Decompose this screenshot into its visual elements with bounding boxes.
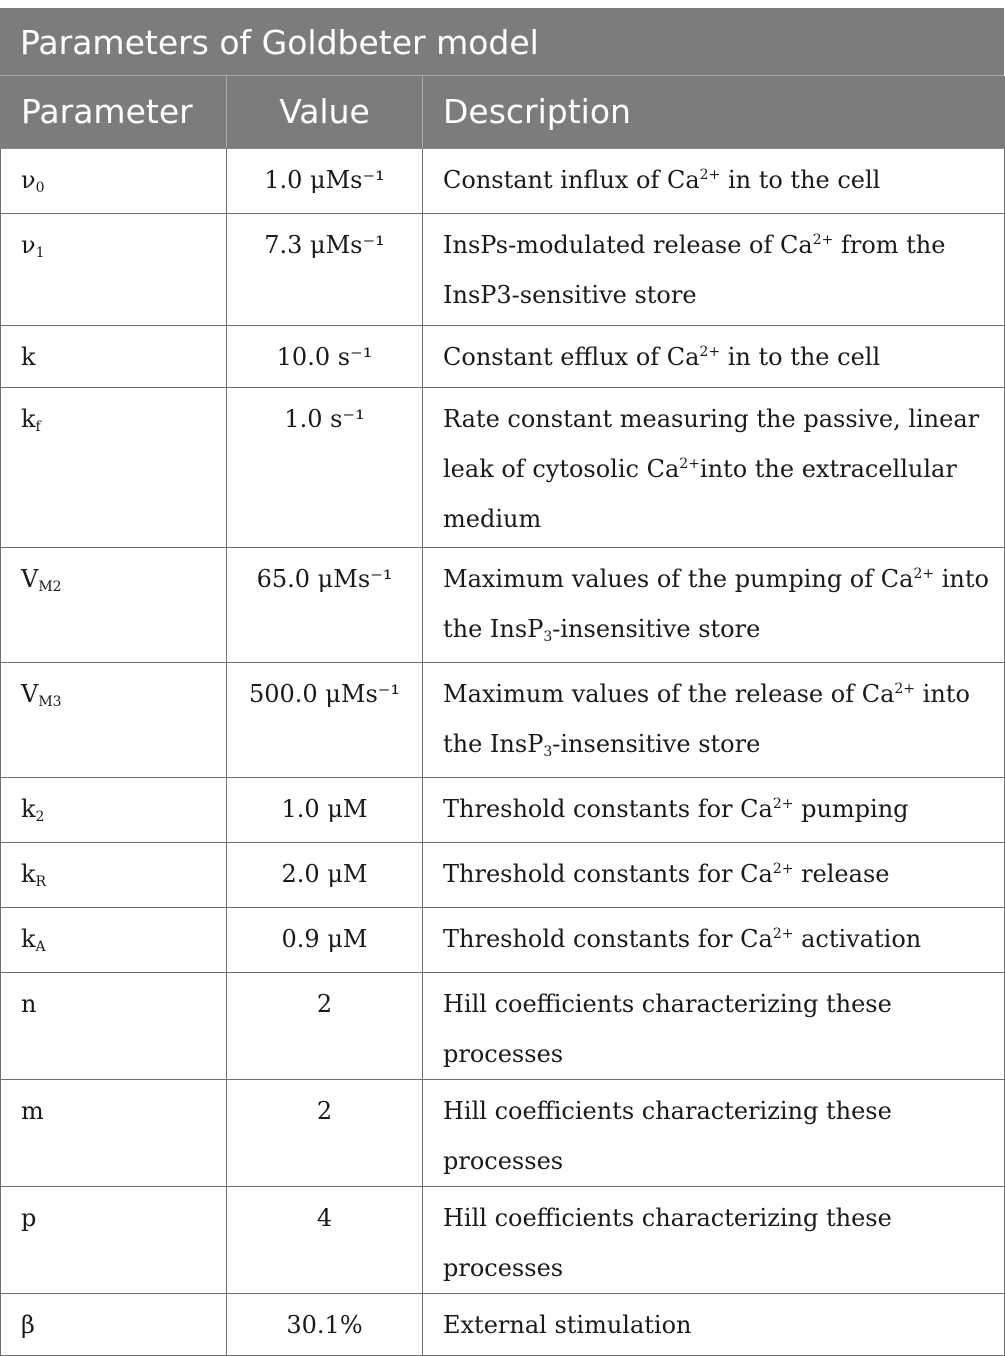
superscript: 2+ bbox=[772, 860, 794, 877]
parameter-symbol: k bbox=[21, 794, 36, 823]
value-cell: 4 bbox=[227, 1186, 423, 1293]
parameter-cell bbox=[1, 1186, 227, 1293]
description-line: leak of cytosolic $Ca^{2+}into$ the extracellular bbox=[443, 454, 957, 483]
description-line: Threshold constants for $Ca^{2+}$ pumping bbox=[443, 794, 909, 823]
table-row bbox=[1, 907, 1005, 972]
description-line: Hill coefficients characterizing these processes bbox=[443, 1096, 892, 1175]
parameter-subscript: 2 bbox=[35, 808, 45, 825]
description-cell bbox=[423, 547, 1005, 662]
table-row bbox=[1, 972, 1005, 1079]
parameter-symbol: k bbox=[21, 404, 36, 433]
value-cell: 30.1% bbox=[227, 1293, 423, 1355]
parameter-symbol: m bbox=[21, 1096, 44, 1125]
parameter-subscript: M2 bbox=[38, 578, 62, 595]
table-row bbox=[1, 213, 1005, 325]
parameter-cell bbox=[1, 1079, 227, 1186]
description-line: Constant influx of $Ca^{2+}$ in to the cell bbox=[443, 165, 881, 194]
table-row bbox=[1, 325, 1005, 387]
subscript: 3 bbox=[543, 743, 553, 760]
table-row bbox=[1, 662, 1005, 777]
description-line: Hill coefficients characterizing these processes bbox=[443, 989, 892, 1068]
value-cell: 1.0 μMs⁻¹ bbox=[227, 148, 423, 213]
table-row bbox=[1, 148, 1005, 213]
parameter-cell bbox=[1, 777, 227, 842]
description-cell bbox=[423, 213, 1005, 325]
description-cell bbox=[423, 662, 1005, 777]
value-cell: 2.0 μM bbox=[227, 842, 423, 907]
description-line: Hill coefficients characterizing these processes bbox=[443, 1203, 892, 1282]
parameter-symbol: ν bbox=[21, 165, 36, 194]
parameter-cell bbox=[1, 842, 227, 907]
superscript: 2+ bbox=[772, 795, 794, 812]
value-cell: 500.0 μMs⁻¹ bbox=[227, 662, 423, 777]
parameter-symbol: n bbox=[21, 989, 37, 1018]
value-cell: 1.0 s⁻¹ bbox=[227, 387, 423, 547]
value-cell: 10.0 s⁻¹ bbox=[227, 325, 423, 387]
parameters-table-container bbox=[0, 8, 1004, 1356]
value-cell: 2 bbox=[227, 1079, 423, 1186]
description-cell bbox=[423, 1186, 1005, 1293]
parameter-subscript: 0 bbox=[35, 179, 45, 196]
parameter-subscript: f bbox=[35, 418, 41, 435]
superscript: 2+ bbox=[699, 343, 721, 360]
parameter-symbol: k bbox=[21, 342, 36, 371]
table-row bbox=[1, 547, 1005, 662]
description-cell bbox=[423, 777, 1005, 842]
parameter-subscript: A bbox=[35, 938, 46, 955]
parameter-subscript: M3 bbox=[38, 693, 62, 710]
parameter-cell bbox=[1, 148, 227, 213]
description-line: Rate constant measuring the passive, linear bbox=[443, 404, 980, 433]
parameter-subscript: R bbox=[35, 873, 47, 890]
description-line: the InsP$_3$-insensitive store bbox=[443, 729, 761, 760]
parameter-cell bbox=[1, 662, 227, 777]
table-row bbox=[1, 1186, 1005, 1293]
description-cell bbox=[423, 842, 1005, 907]
parameter-cell bbox=[1, 547, 227, 662]
value-cell: 7.3 μMs⁻¹ bbox=[227, 213, 423, 325]
parameter-symbol: p bbox=[21, 1203, 37, 1232]
parameter-symbol: V bbox=[21, 679, 39, 708]
superscript: 2+ bbox=[894, 680, 916, 697]
parameter-cell bbox=[1, 325, 227, 387]
value-cell: 2 bbox=[227, 972, 423, 1079]
table-title: Parameters of Goldbeter model bbox=[0, 8, 1004, 76]
table-row bbox=[1, 1079, 1005, 1186]
header-row bbox=[1, 76, 1005, 148]
parameter-symbol: ν bbox=[21, 230, 36, 259]
table-row bbox=[1, 777, 1005, 842]
description-line: Maximum values of the release of $Ca^{2+}$ into bbox=[443, 679, 970, 708]
superscript: 2+ bbox=[913, 565, 935, 582]
header-description: Description bbox=[423, 76, 1005, 148]
parameter-cell bbox=[1, 972, 227, 1079]
description-line: medium bbox=[443, 504, 542, 533]
value-cell: 1.0 μM bbox=[227, 777, 423, 842]
description-cell bbox=[423, 1293, 1005, 1355]
description-line: InsPs-modulated release of $Ca^{2+}$ from the bbox=[443, 230, 946, 259]
superscript: 2+ bbox=[699, 166, 721, 183]
value-cell: 65.0 μMs⁻¹ bbox=[227, 547, 423, 662]
description-cell bbox=[423, 972, 1005, 1079]
description-cell bbox=[423, 325, 1005, 387]
parameter-symbol: k bbox=[21, 859, 36, 888]
parameter-symbol: k bbox=[21, 924, 36, 953]
description-line: Threshold constants for $Ca^{2+}$ activation bbox=[443, 924, 922, 953]
parameter-symbol: β bbox=[21, 1310, 35, 1339]
description-cell bbox=[423, 1079, 1005, 1186]
subscript: 3 bbox=[543, 628, 553, 645]
header-parameter: Parameter bbox=[1, 76, 227, 148]
description-line: Constant efflux of $Ca^{2+}$ in to the cell bbox=[443, 342, 881, 371]
description-line: the InsP$_3$-insensitive store bbox=[443, 614, 761, 645]
table-row bbox=[1, 842, 1005, 907]
description-line: InsP3-sensitive store bbox=[443, 280, 697, 309]
parameter-symbol: V bbox=[21, 564, 39, 593]
table-row bbox=[1, 1293, 1005, 1355]
superscript: 2+ bbox=[812, 231, 834, 248]
header-value: Value bbox=[227, 76, 423, 148]
parameter-subscript: 1 bbox=[35, 244, 45, 261]
description-cell bbox=[423, 907, 1005, 972]
value-cell: 0.9 μM bbox=[227, 907, 423, 972]
parameter-cell bbox=[1, 907, 227, 972]
parameter-cell bbox=[1, 213, 227, 325]
superscript: 2+ bbox=[679, 455, 700, 472]
description-line: Threshold constants for $Ca^{2+}$ release bbox=[443, 859, 890, 888]
parameter-cell bbox=[1, 1293, 227, 1355]
description-line: Maximum values of the pumping of $Ca^{2+}$ into bbox=[443, 564, 989, 593]
superscript: 2+ bbox=[772, 925, 794, 942]
description-line: External stimulation bbox=[443, 1310, 692, 1339]
parameter-cell bbox=[1, 387, 227, 547]
description-cell bbox=[423, 148, 1005, 213]
table-row bbox=[1, 387, 1005, 547]
description-cell bbox=[423, 387, 1005, 547]
parameters-table bbox=[0, 76, 1005, 1356]
